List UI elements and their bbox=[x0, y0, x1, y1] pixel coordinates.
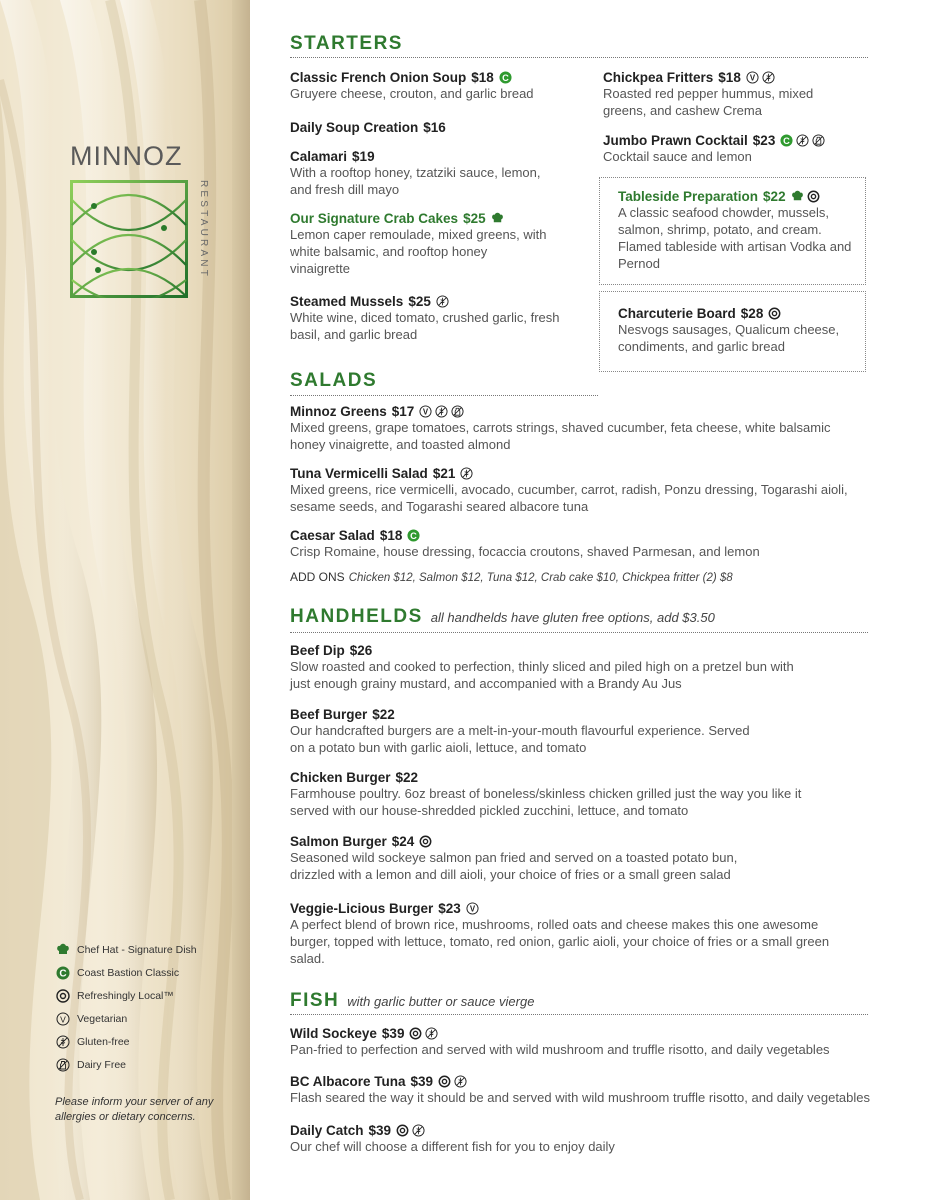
item-price: $26 bbox=[349, 643, 373, 658]
legend-item: Dairy Free bbox=[55, 1053, 235, 1076]
item-price: $23 bbox=[438, 901, 461, 916]
menu-item bbox=[290, 120, 580, 135]
section-title-starters: STARTERS bbox=[290, 33, 403, 54]
svg-text:C: C bbox=[501, 72, 509, 83]
item-description: With a rooftop honey, tzatziki sauce, lemon, and fresh dill mayo bbox=[290, 165, 541, 197]
item-description: Flash seared the way it should be and served with wild mushroom truffle risotto, and daily vegetables bbox=[290, 1090, 871, 1105]
fish-logo-icon bbox=[70, 180, 188, 298]
dairy-free-icon bbox=[812, 134, 825, 147]
item-price: $16 bbox=[423, 120, 446, 135]
item-description: Nesvogs sausages, Qualicum cheese, condiments, and garlic bread bbox=[618, 322, 840, 354]
coast-classic-icon bbox=[780, 134, 793, 147]
item-price: $25 bbox=[408, 294, 431, 309]
gluten-free-icon bbox=[425, 1027, 438, 1040]
item-name: Calamari bbox=[290, 149, 348, 164]
item-icons bbox=[419, 835, 432, 848]
item-name: Daily Soup Creation bbox=[290, 120, 419, 135]
item-description: Seasoned wild sockeye salmon pan fried and served on a toasted potato bun, drizzled with a lemon and dill aioli, your choice of fries or a small green salad bbox=[290, 850, 738, 882]
menu-item bbox=[618, 306, 858, 355]
item-price: $24 bbox=[391, 834, 415, 849]
menu-item bbox=[290, 294, 560, 343]
local-icon bbox=[438, 1075, 451, 1088]
chef-hat-icon bbox=[791, 190, 804, 203]
gluten-free-icon bbox=[412, 1124, 425, 1137]
icon-legend bbox=[55, 938, 235, 1076]
item-name: Charcuterie Board bbox=[618, 306, 736, 321]
gluten-free-icon bbox=[55, 1034, 71, 1050]
menu-item bbox=[290, 643, 870, 692]
item-description: White wine, diced tomato, crushed garlic, fresh basil, and garlic bread bbox=[290, 310, 560, 342]
item-name: Veggie-Licious Burger bbox=[290, 901, 434, 916]
item-name: Beef Dip bbox=[290, 643, 345, 658]
vegetarian-icon bbox=[746, 71, 759, 84]
item-icons bbox=[768, 307, 781, 320]
legend-item: C Coast Bastion Classic bbox=[55, 961, 235, 984]
dairy-free-icon bbox=[55, 1057, 71, 1073]
add-ons-list: Chicken $12, Salmon $12, Tuna $12, Crab cake $10, Chickpea fritter (2) $8 bbox=[348, 572, 733, 584]
coast-classic-icon bbox=[55, 965, 71, 981]
coast-classic-icon bbox=[499, 71, 512, 84]
section-title-fish: FISH with garlic butter or sauce vierge bbox=[290, 990, 535, 1011]
item-icons bbox=[419, 405, 464, 418]
item-price: $23 bbox=[752, 133, 776, 148]
divider bbox=[290, 395, 598, 396]
menu-item bbox=[290, 70, 580, 102]
vegetarian-icon bbox=[419, 405, 432, 418]
item-name: Classic French Onion Soup bbox=[290, 70, 467, 85]
legend-item: Refreshingly Local™ bbox=[55, 984, 235, 1007]
item-name: Tableside Preparation bbox=[618, 189, 759, 204]
item-description: Slow roasted and cooked to perfection, thinly sliced and piled high on a pretzel bun with just enough grainy mustard, and accompanied with a Brandy Au Jus bbox=[290, 659, 794, 691]
item-description: Our handcrafted burgers are a melt-in-your-mouth flavourful experience. Served on a potato bun with garlic aioli, lettuce, and tomato bbox=[290, 723, 750, 755]
item-icons bbox=[466, 902, 479, 915]
section-title-salads: SALADS bbox=[290, 370, 378, 391]
menu-item bbox=[290, 1026, 910, 1058]
local-icon bbox=[768, 307, 781, 320]
gluten-free-icon bbox=[435, 405, 448, 418]
add-ons bbox=[290, 570, 733, 584]
item-description: Mixed greens, grape tomatoes, carrots strings, shaved cucumber, feta cheese, white balsamic honey vinaigrette, and toasted almond bbox=[290, 420, 831, 452]
menu-item bbox=[290, 211, 550, 277]
item-price: $22 bbox=[395, 770, 419, 785]
menu-item bbox=[290, 404, 860, 453]
item-price: $39 bbox=[410, 1074, 434, 1089]
divider bbox=[290, 1014, 868, 1015]
item-name: Chickpea Fritters bbox=[603, 70, 714, 85]
gluten-free-icon bbox=[460, 467, 473, 480]
item-description: Pan-fried to perfection and served with wild mushroom and truffle risotto, and daily vegetables bbox=[290, 1042, 830, 1057]
local-icon bbox=[807, 190, 820, 203]
legend-item: V Vegetarian bbox=[55, 1007, 235, 1030]
item-description: Roasted red pepper hummus, mixed greens, and cashew Crema bbox=[603, 86, 814, 118]
item-price: $22 bbox=[763, 189, 786, 204]
item-name: Caesar Salad bbox=[290, 528, 375, 543]
item-name: Steamed Mussels bbox=[290, 294, 404, 309]
gluten-free-icon bbox=[796, 134, 809, 147]
item-price: $22 bbox=[372, 707, 395, 722]
svg-text:V: V bbox=[749, 73, 755, 83]
menu-item bbox=[290, 528, 870, 560]
vegetarian-icon bbox=[466, 902, 479, 915]
item-name: Our Signature Crab Cakes bbox=[290, 211, 459, 226]
item-icons bbox=[460, 467, 473, 480]
local-icon bbox=[419, 835, 432, 848]
item-icons bbox=[396, 1124, 425, 1137]
item-description: Mixed greens, rice vermicelli, avocado, cucumber, carrot, radish, Ponzu dressing, Togarashi aioli, sesame seeds, and Togarashi seared albacore tuna bbox=[290, 482, 848, 514]
chef-hat-icon bbox=[491, 212, 504, 225]
item-icons bbox=[499, 71, 512, 84]
item-price: $25 bbox=[463, 211, 486, 226]
section-note: all handhelds have gluten free options, add $3.50 bbox=[430, 610, 715, 625]
item-name: BC Albacore Tuna bbox=[290, 1074, 406, 1089]
item-price: $28 bbox=[740, 306, 764, 321]
item-icons bbox=[436, 295, 449, 308]
brand-name: MINNOZ bbox=[70, 141, 183, 171]
item-description: Gruyere cheese, crouton, and garlic bread bbox=[290, 86, 534, 101]
divider bbox=[290, 57, 868, 58]
gluten-free-icon bbox=[436, 295, 449, 308]
local-icon bbox=[409, 1027, 422, 1040]
vegetarian-icon bbox=[55, 1011, 71, 1027]
item-price: $18 bbox=[718, 70, 741, 85]
item-name: Daily Catch bbox=[290, 1123, 364, 1138]
item-price: $39 bbox=[381, 1026, 405, 1041]
menu-item bbox=[290, 1074, 910, 1106]
menu-item bbox=[290, 834, 870, 883]
item-icons bbox=[438, 1075, 467, 1088]
item-icons bbox=[746, 71, 775, 84]
svg-text:C: C bbox=[59, 968, 67, 979]
svg-text:C: C bbox=[410, 530, 418, 541]
legend-item: Chef Hat - Signature Dish bbox=[55, 938, 235, 961]
gluten-free-icon bbox=[454, 1075, 467, 1088]
chef-hat-icon bbox=[55, 942, 71, 958]
item-description: A classic seafood chowder, mussels, salmon, shrimp, potato, and cream. Flamed tableside with artisan Vodka and Pernod bbox=[618, 205, 852, 271]
item-description: Our chef will choose a different fish for you to enjoy daily bbox=[290, 1139, 615, 1154]
item-description: Crisp Romaine, house dressing, focaccia croutons, shaved Parmesan, and lemon bbox=[290, 544, 760, 559]
brand-subtitle: RESTAURANT bbox=[198, 180, 209, 280]
item-name: Salmon Burger bbox=[290, 834, 387, 849]
dairy-free-icon bbox=[451, 405, 464, 418]
menu-item bbox=[290, 149, 560, 198]
local-icon bbox=[55, 988, 71, 1004]
item-description: A perfect blend of brown rice, mushrooms, rolled oats and cheese makes this one awesome burger, topped with lettuce, tomato, red onion, garlic aioli, your choice of fries or a small green salad. bbox=[290, 917, 830, 966]
menu-item bbox=[290, 1123, 910, 1155]
item-description: Cocktail sauce and lemon bbox=[603, 149, 752, 164]
divider bbox=[290, 632, 868, 633]
section-title-handhelds: HANDHELDS all handhelds have gluten free options, add $3.50 bbox=[290, 606, 715, 627]
coast-classic-icon bbox=[407, 529, 420, 542]
item-icons bbox=[407, 529, 420, 542]
item-description: Lemon caper remoulade, mixed greens, with white balsamic, and rooftop honey vinaigrette bbox=[290, 227, 547, 276]
item-price: $19 bbox=[352, 149, 375, 164]
item-name: Wild Sockeye bbox=[290, 1026, 377, 1041]
item-name: Minnoz Greens bbox=[290, 404, 387, 419]
item-icons bbox=[780, 134, 825, 147]
item-name: Beef Burger bbox=[290, 707, 368, 722]
item-name: Chicken Burger bbox=[290, 770, 391, 785]
svg-text:V: V bbox=[60, 1013, 66, 1024]
svg-text:C: C bbox=[783, 135, 791, 146]
item-icons bbox=[491, 212, 504, 225]
add-ons-label: ADD ONS bbox=[290, 570, 345, 584]
item-icons bbox=[409, 1027, 438, 1040]
decorative-panel bbox=[0, 0, 250, 1200]
item-icons bbox=[791, 190, 820, 203]
item-price: $21 bbox=[432, 466, 456, 481]
menu-item bbox=[603, 133, 863, 165]
item-price: $18 bbox=[471, 70, 494, 85]
legend-item: Gluten-free bbox=[55, 1030, 235, 1053]
svg-text:V: V bbox=[423, 407, 429, 417]
section-note: with garlic butter or sauce vierge bbox=[347, 994, 535, 1009]
menu-item bbox=[290, 466, 870, 515]
allergy-note: Please inform your server of any allergies or dietary concerns. bbox=[55, 1096, 214, 1123]
menu-item bbox=[290, 901, 870, 967]
gluten-free-icon bbox=[762, 71, 775, 84]
local-icon bbox=[396, 1124, 409, 1137]
menu-item bbox=[290, 770, 870, 819]
item-description: Farmhouse poultry. 6oz breast of boneless/skinless chicken grilled just the way you like it served with our house-shredded pickled zucchini, lettuce, and tomato bbox=[290, 786, 802, 818]
menu-item bbox=[618, 189, 853, 272]
menu-item bbox=[603, 70, 833, 119]
menu-item bbox=[290, 707, 870, 756]
item-price: $17 bbox=[391, 404, 415, 419]
item-price: $39 bbox=[368, 1123, 392, 1138]
item-name: Jumbo Prawn Cocktail bbox=[603, 133, 748, 148]
item-name: Tuna Vermicelli Salad bbox=[290, 466, 428, 481]
item-price: $18 bbox=[379, 528, 403, 543]
svg-text:V: V bbox=[469, 904, 475, 914]
